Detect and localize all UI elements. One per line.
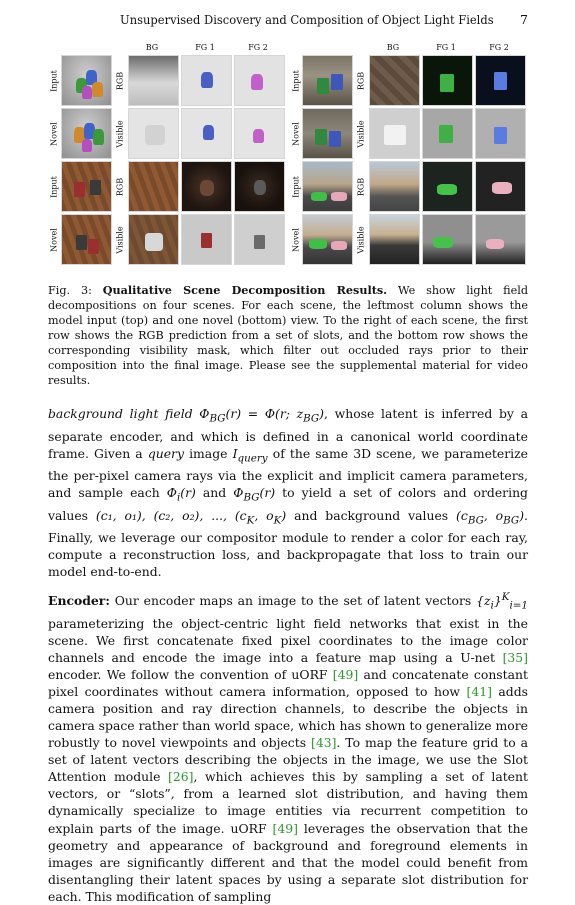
caption-label: Fig. 3:	[48, 284, 92, 297]
scene3-visible-fg1	[181, 214, 232, 265]
scene1-rgb-fg2	[234, 55, 285, 106]
figure-3	[48, 43, 528, 273]
scene2-rgb-fg1	[422, 55, 473, 106]
encoder-heading: Encoder:	[48, 593, 110, 609]
scene3-rgb-fg1	[181, 161, 232, 212]
column-label-fg1-left: FG 1	[195, 43, 215, 52]
row-label-input-4: Input	[291, 175, 301, 198]
column-label-fg2-left: FG 2	[248, 43, 268, 52]
scene2-input-view	[302, 55, 353, 106]
row-label-novel-3: Novel	[291, 121, 301, 146]
citation-49[interactable]: [49]	[332, 667, 359, 683]
column-label-fg2-right: FG 2	[489, 43, 509, 52]
citation-43[interactable]: [43]	[310, 735, 337, 751]
row-label-visible-1: Visible	[115, 119, 125, 148]
scene2-novel-view	[302, 108, 353, 159]
scene3-input-view	[61, 161, 112, 212]
equation-color-order-set: (c₁, o₁), (c₂, o₂), ..., ($c_K$, $o_K$)	[95, 507, 287, 527]
scene2-visible-fg1	[422, 108, 473, 159]
latent-set-symbol: $\{z_i\}^K_{i=1}$	[476, 591, 528, 612]
equation-phi-i: $\Phi_i(r)$	[166, 485, 196, 504]
row-label-novel-1: Novel	[49, 121, 59, 146]
citation-41[interactable]: [41]	[466, 684, 492, 700]
paragraph-1: background light field $\Phi_{BG}(r) = \Phi(r$; $z_{BG}$), whose latent is inferred by a separate encoder, and which is defined in a canonical world coordinate frame. Given a query image $I_{query}$ of the same 3D scene, we parameterize the per-pixel camera rays via the explicit and implicit camera parameters, and sample each $\Phi_i(r)$ and $\Phi_{BG}(r)$ to yield a set of colors and ordering values (c₁, o₁), (c₂, o₂), ..., ($c_K$, $o_K$) and background values ($c_{BG}$, $o_{BG}$). Finally, we leverage our compositor module to render a color for each ray, compute a reconstruction loss, and backpropagate that loss to train our model end-to-end.	[48, 406, 528, 580]
body-text	[48, 405, 528, 905]
row-label-rgb-2: RGB	[115, 177, 125, 196]
scene4-rgb-bg	[369, 161, 420, 212]
query-image-symbol: $I_{query}$	[232, 445, 268, 465]
scene2-visible-fg2	[475, 108, 526, 159]
scene1-novel-view	[61, 108, 112, 159]
scene1-input-view	[61, 55, 112, 106]
caption-title: Qualitative Scene Decomposition Results.	[102, 283, 388, 297]
scene1-rgb-fg1	[181, 55, 232, 106]
caption-text: We show light field decompositions on four scenes. For each scene, the leftmost column shows the model input (top) and one novel (bottom) view. To the right of each scene, the first row shows the RGB prediction from a set of slots, and the bottom row shows the corresponding visibility mask, which filter out occluded rays prior to their composition into the final image. Please see the supplemental material for video results.	[48, 284, 528, 387]
scene4-novel-view	[302, 214, 353, 265]
citation-49-second[interactable]: [49]	[272, 820, 298, 836]
citation-35[interactable]: [35]	[502, 650, 528, 666]
row-label-input-2: Input	[49, 175, 59, 198]
scene4-rgb-fg2	[475, 161, 526, 212]
scene1-visible-fg1	[181, 108, 232, 159]
scene4-input-view	[302, 161, 353, 212]
row-label-visible-4: Visible	[356, 225, 366, 254]
scene3-rgb-bg	[128, 161, 179, 212]
paragraph-2: Encoder: Our encoder maps an image to the set of latent vectors $\{z_i\}^K_{i=1}$ parameterizing the object-centric light field networks that exist in the scene. We first concatenate fixed pixel coordinates to the image color channels and encode the image into a feature map using a U-net [35] encoder. We follow the convention of uORF [49] and concatenate constant pixel coordinates without camera information, opposed to how [41] adds camera position and ray direction channels, to describe the objects in camera space rather than world space, which has shown to generalize more robustly to novel viewpoints and objects [43]. To map the feature grid to a set of latent vectors describing the objects in the image, we use the Slot Attention module [26], which achieves this by sampling a set of latent vectors, or “slots”, from a learned slot distribution, and having them dynamically specialize to image entities via recurrent competition to explain parts of the image. uORF [49] leverages the observation that the geometry and appearance of background and foreground elements in images are significantly different and that the model could benefit from disentangling their latent spaces by using a separate slot distribution for each. This modification of sampling	[48, 591, 528, 904]
scene4-visible-fg1	[422, 214, 473, 265]
scene2-visible-bg	[369, 108, 420, 159]
column-label-fg1-right: FG 1	[436, 43, 456, 52]
row-label-novel-4: Novel	[291, 227, 301, 252]
row-label-input-1: Input	[49, 69, 59, 92]
row-label-visible-2: Visible	[115, 225, 125, 254]
equation-phi-bg: $\Phi_{BG}(r)$	[233, 485, 276, 504]
row-label-rgb-1: RGB	[115, 71, 125, 90]
column-label-bg-left: BG	[145, 43, 159, 52]
scene2-rgb-fg2	[475, 55, 526, 106]
scene1-visible-bg	[128, 108, 179, 159]
scene4-rgb-fg1	[422, 161, 473, 212]
scene2-rgb-bg	[369, 55, 420, 106]
scene4-visible-bg	[369, 214, 420, 265]
running-title: Unsupervised Discovery and Composition of Object Light Fields	[120, 12, 494, 27]
row-label-rgb-4: RGB	[356, 177, 366, 196]
running-head	[48, 12, 528, 28]
citation-26[interactable]: [26]	[168, 769, 194, 785]
scene3-rgb-fg2	[234, 161, 285, 212]
column-label-bg-right: BG	[386, 43, 400, 52]
scene3-novel-view	[61, 214, 112, 265]
scene3-visible-fg2	[234, 214, 285, 265]
equation-bg-values: ($c_{BG}$, $o_{BG}$)	[456, 507, 525, 527]
row-label-visible-3: Visible	[356, 119, 366, 148]
page-number: 7	[520, 12, 528, 27]
row-label-input-3: Input	[291, 69, 301, 92]
row-label-novel-2: Novel	[49, 227, 59, 252]
row-label-rgb-3: RGB	[356, 71, 366, 90]
equation-bg-field: $\Phi_{BG}(r) = \Phi(r$; $z_{BG}$)	[199, 406, 325, 425]
figure-caption	[48, 283, 528, 388]
scene3-visible-bg	[128, 214, 179, 265]
scene1-visible-fg2	[234, 108, 285, 159]
scene4-visible-fg2	[475, 214, 526, 265]
scene1-rgb-bg	[128, 55, 179, 106]
